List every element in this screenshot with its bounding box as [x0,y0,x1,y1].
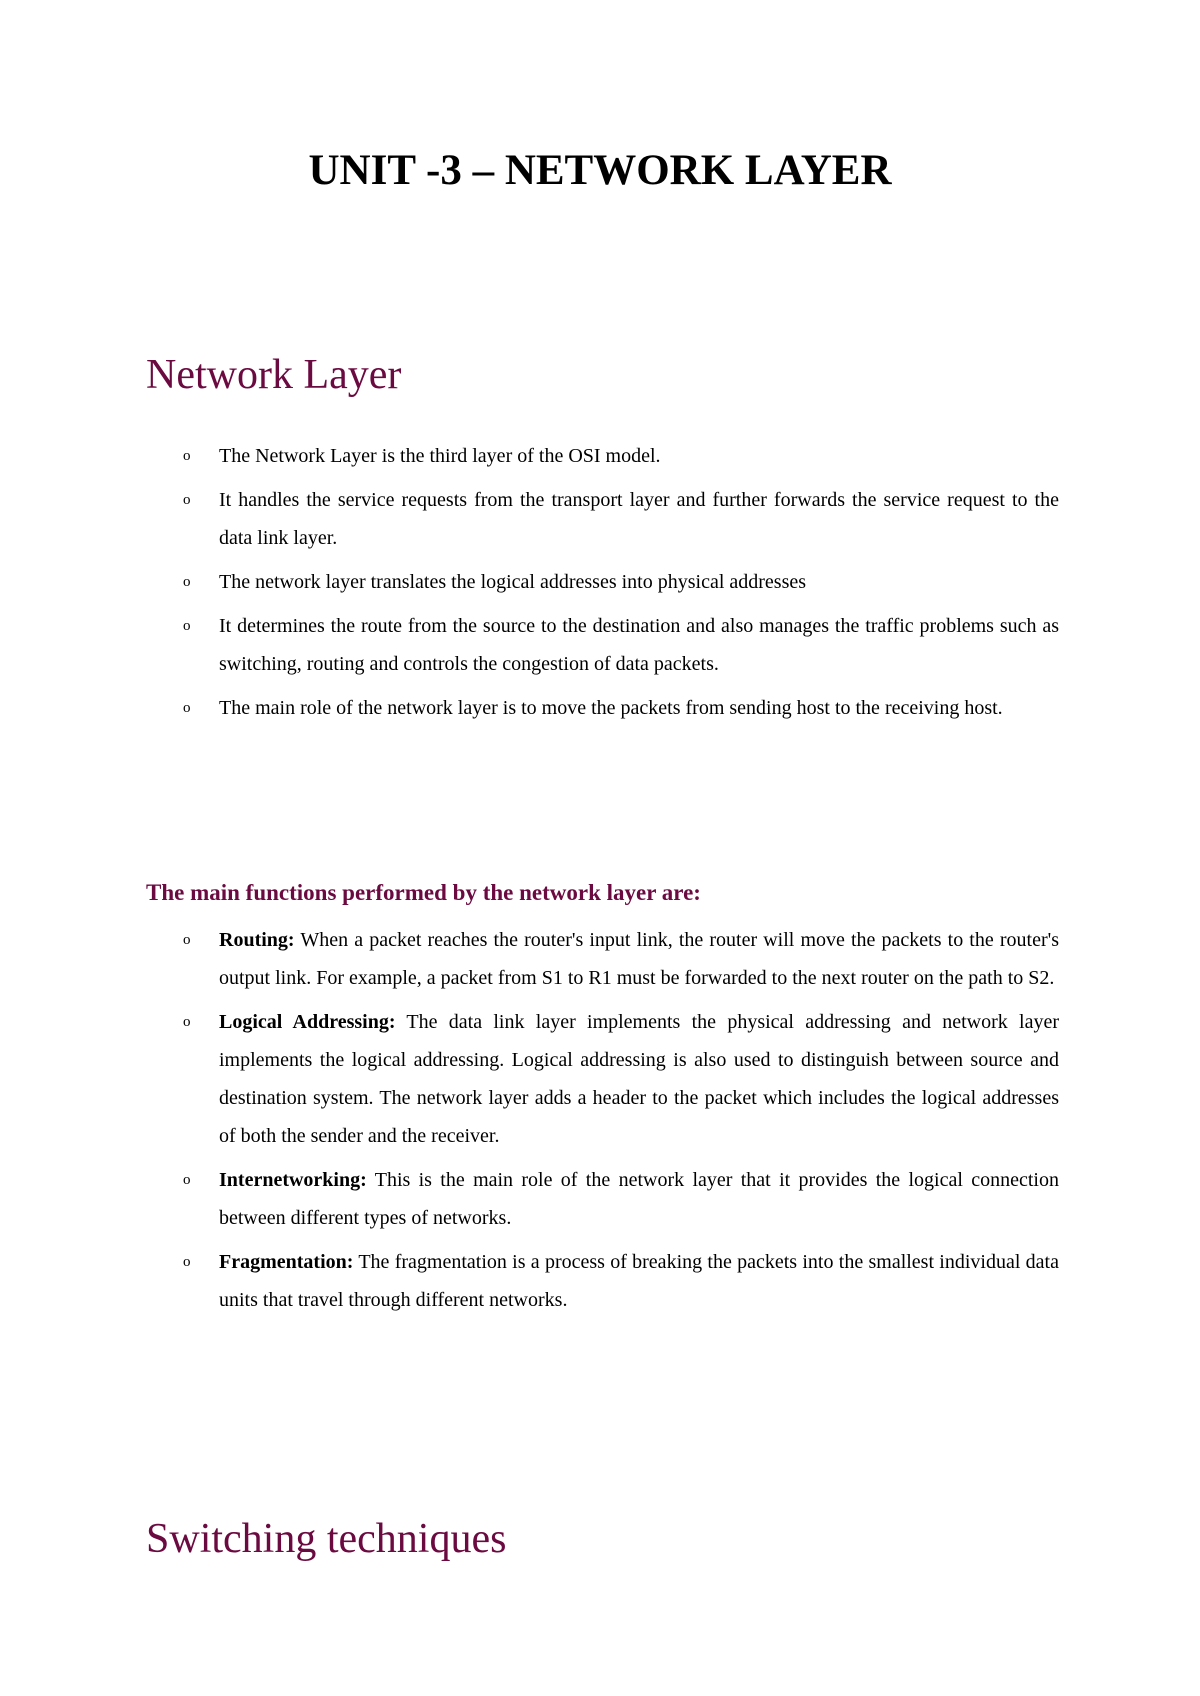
bullet-icon: o [183,1172,191,1188]
unit-title: UNIT -3 – NETWORK LAYER [308,147,892,194]
list-item [0,689,1059,727]
list-item-text: It determines the route from the source to the destination and also manages the traffic problems such as switching, routing and controls the congestion of data packets. [219,615,1059,675]
function-term-logical-addressing: Logical Addressing: [219,1011,396,1033]
list-item-text: The network layer translates the logical addresses into physical addresses [219,571,807,593]
list-item-text: The main role of the network layer is to move the packets from sending host to the receiving host. [219,697,1003,719]
bullet-icon: o [183,700,191,716]
list-item-text: The data link layer implements the physical addressing and network layer implements the logical addressing. Logical addressing is also used to distinguish between source and destination system. The network layer adds a header to the packet which includes the logical addresses of both the sender and the receiver. [219,1011,1060,1147]
functions-heading: The main functions performed by the network layer are: [146,880,701,905]
list-item-text: This is the main role of the network layer that it provides the logical connection between different types of networks. [219,1169,1059,1229]
bullet-icon: o [183,932,191,948]
list-item-text: The Network Layer is the third layer of the OSI model. [219,445,661,467]
bullet-icon: o [183,448,191,464]
list-item [0,563,1059,601]
network-layer-heading: Network Layer [146,352,402,398]
function-term-fragmentation: Fragmentation: [219,1251,354,1273]
bullet-icon: o [183,492,191,508]
list-item [0,1003,1059,1155]
bullet-icon: o [183,618,191,634]
function-term-internetworking: Internetworking: [219,1169,367,1191]
list-item-text: The fragmentation is a process of breaking the packets into the smallest individual data units that travel through different networks. [219,1251,1059,1311]
functions-list [0,921,1200,1319]
list-item-text: It handles the service requests from the transport layer and further forwards the service request to the data link layer. [219,489,1059,549]
list-item [0,437,1059,475]
bullet-icon: o [183,574,191,590]
bullet-icon: o [183,1254,191,1270]
network-layer-list [0,437,1200,727]
list-item-text: When a packet reaches the router's input link, the router will move the packets to the router's output link. For example, a packet from S1 to R1 must be forwarded to the next router on the path to S2. [219,929,1059,989]
list-item [0,921,1059,997]
bullet-icon: o [183,1014,191,1030]
function-term-routing: Routing: [219,929,295,951]
switching-techniques-heading: Switching techniques [146,1516,507,1562]
list-item [0,607,1059,683]
list-item [0,1243,1059,1319]
list-item [0,481,1059,557]
list-item [0,1161,1059,1237]
